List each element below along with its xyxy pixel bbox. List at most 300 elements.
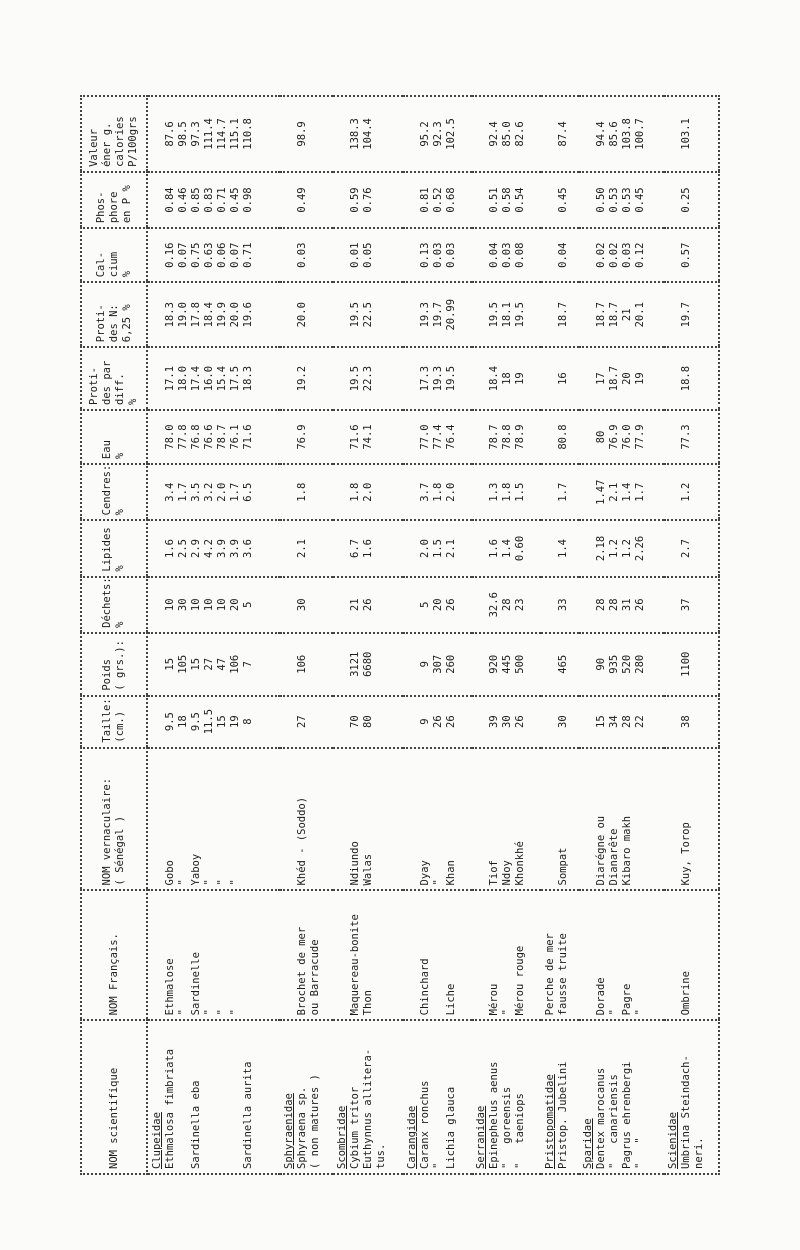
cell-line: 19.0: [177, 302, 189, 328]
cell-vernacular: [147, 748, 280, 891]
cell-line: 78.8: [500, 424, 513, 450]
cell-line: [544, 233, 557, 277]
cell-line: [336, 638, 349, 691]
cell-line: [309, 352, 322, 405]
cell-line: 0.16: [164, 242, 176, 268]
cell-phosphorus: [333, 172, 402, 228]
cell-line: 106: [229, 654, 241, 674]
cell-line: 2.7: [680, 539, 693, 558]
cell-line: 445: [500, 654, 513, 674]
cell-line: 74.1: [362, 424, 375, 450]
cell-line: 15: [190, 657, 202, 671]
cell-waste: [403, 577, 472, 633]
cell-line: [693, 352, 706, 405]
cell-line: 0.75: [190, 242, 202, 268]
cell-lipids: [147, 520, 280, 576]
cell-line: " taeniops: [513, 1093, 526, 1169]
cell-line: Lichia glauca: [444, 1086, 457, 1169]
cell-water: [664, 410, 719, 464]
cell-line: 21: [349, 598, 362, 612]
cell-protein-n: [579, 282, 664, 347]
cell-phosphorus: [541, 172, 579, 228]
cell-weight: [541, 633, 579, 696]
cell-line: 0.04: [487, 242, 500, 268]
cell-line: Sphyraena sp.: [295, 1086, 308, 1169]
cell-line: Ombrine: [680, 971, 693, 1016]
cell-line: [693, 895, 706, 1015]
cell-french: [541, 890, 579, 1020]
cell-line: 30: [500, 715, 513, 728]
cell-line: 0.51: [487, 187, 500, 213]
cell-line: [309, 701, 322, 743]
cell-line: 20: [229, 598, 241, 612]
cell-protein-n: [403, 282, 472, 347]
cell-size: [333, 696, 402, 748]
cell-line: ": [634, 1008, 647, 1016]
cell-line: 2.5: [177, 539, 189, 558]
cell-line: Yaboy: [190, 853, 202, 886]
cell-line: [582, 525, 595, 571]
cell-line: ": [229, 879, 241, 886]
cell-line: [475, 287, 488, 342]
cell-line: 19.7: [680, 302, 693, 328]
cell-line: 0.03: [431, 242, 444, 268]
cell-scientific: [664, 1020, 719, 1174]
cell-scientific: [472, 1020, 541, 1174]
cell-line: [375, 582, 388, 628]
cell-energy: [333, 96, 402, 172]
cell-line: ": [431, 1162, 444, 1169]
cell-line: Khan: [444, 860, 457, 886]
cell-energy: [403, 96, 472, 172]
table-row: [280, 96, 334, 1174]
cell-line: 1.8: [431, 482, 444, 502]
cell-line: [375, 352, 388, 405]
cell-line: [406, 525, 419, 571]
cell-line: 0.12: [634, 242, 647, 268]
cell-line: [475, 469, 488, 515]
cell-line: 22.3: [362, 365, 375, 392]
family-name: Carangidae: [405, 1105, 418, 1169]
cell-line: 3.9: [216, 539, 228, 558]
cell-line: 0.13: [418, 242, 431, 268]
cell-line: 76.6: [203, 424, 215, 450]
cell-line: [667, 352, 680, 405]
cell-line: 1.6: [487, 539, 500, 558]
cell-size: [147, 696, 280, 748]
cell-line: 18.7: [608, 365, 621, 392]
cell-line: [582, 177, 595, 223]
cell-lipids: [664, 520, 719, 576]
cell-line: ": [608, 1008, 621, 1016]
cell-line: [475, 895, 488, 1015]
cell-line: neri.: [693, 1137, 706, 1169]
cell-line: 1.3: [487, 482, 500, 502]
cell-line: 17: [595, 372, 608, 385]
cell-line: 28: [595, 598, 608, 612]
cell-line: 27: [203, 657, 215, 671]
cell-line: [309, 415, 322, 459]
cell-line: 103.1: [680, 118, 693, 150]
cell-line: Ethmalosa fimbriata: [164, 1048, 176, 1169]
cell-scientific: [579, 1020, 664, 1174]
cell-line: 1100: [680, 651, 693, 677]
cell-line: 15.4: [216, 365, 228, 392]
cell-line: [667, 895, 680, 1015]
cell-french: [472, 890, 541, 1020]
cell-line: [151, 101, 164, 167]
cell-line: 1.4: [557, 539, 570, 558]
cell-line: 6.7: [349, 539, 362, 558]
cell-line: [309, 233, 322, 277]
cell-protein-diff: [579, 347, 664, 410]
cell-line: 18.7: [595, 302, 608, 328]
cell-line: 0.52: [431, 187, 444, 213]
cell-line: 20.99: [444, 298, 457, 331]
cell-line: 2.1: [295, 539, 308, 558]
cell-line: 5: [242, 601, 254, 608]
cell-protein-n: [147, 282, 280, 347]
cell-size: [472, 696, 541, 748]
cell-line: [283, 177, 296, 223]
cell-line: [151, 582, 164, 628]
cell-line: 0.58: [500, 187, 513, 213]
cell-line: 0.71: [216, 187, 228, 213]
cell-protein-diff: [333, 347, 402, 410]
cell-line: [582, 753, 595, 886]
cell-line: [151, 895, 164, 1015]
cell-line: [375, 525, 388, 571]
cell-line: 1.2: [621, 539, 634, 558]
cell-line: 18.4: [203, 302, 215, 328]
cell-line: Sompat: [557, 847, 570, 886]
cell-line: [544, 352, 557, 405]
cell-line: 3.6: [242, 539, 254, 558]
cell-line: 26: [444, 715, 457, 728]
header-size: Taille: (cm.): [81, 696, 147, 748]
cell-line: 18.1: [500, 302, 513, 328]
cell-line: 19.5: [444, 365, 457, 392]
cell-line: Liche: [444, 983, 457, 1016]
cell-line: 77.4: [431, 424, 444, 450]
cell-line: Perche de mer: [544, 933, 557, 1016]
cell-line: [375, 753, 388, 886]
header-weight: Poids ( grs.):: [81, 633, 147, 696]
cell-waste: [333, 577, 402, 633]
cell-line: 280: [634, 654, 647, 674]
cell-line: Ndoy: [500, 860, 513, 886]
cell-line: 19.3: [431, 365, 444, 392]
cell-line: 0.84: [164, 187, 176, 213]
cell-line: [475, 525, 488, 571]
cell-line: [667, 177, 680, 223]
cell-line: 18: [177, 715, 189, 728]
cell-line: 20: [621, 372, 634, 385]
cell-line: 78.9: [513, 424, 526, 450]
cell-line: 80.8: [557, 424, 570, 450]
cell-line: 3121: [349, 651, 362, 677]
cell-line: [582, 701, 595, 743]
family-name: Clupeidae: [151, 1112, 163, 1169]
cell-line: 26: [362, 598, 375, 612]
cell-lipids: [403, 520, 472, 576]
cell-line: 0.57: [680, 242, 693, 268]
table-row: [664, 96, 719, 1174]
cell-weight: [664, 633, 719, 696]
cell-line: 465: [557, 654, 570, 674]
cell-line: [667, 287, 680, 342]
cell-line: Euthynnus allitera-: [362, 1048, 375, 1169]
cell-line: Mérou: [487, 983, 500, 1016]
cell-calcium: [664, 228, 719, 282]
cell-line: [309, 101, 322, 167]
table-row: [147, 96, 280, 1174]
cell-line: [544, 287, 557, 342]
header-energy: Valeur éner g. calories P/100grs: [81, 96, 147, 172]
cell-line: 111.4: [203, 118, 215, 150]
cell-vernacular: [664, 748, 719, 891]
cell-line: [203, 1025, 216, 1169]
cell-line: 1.7: [177, 482, 189, 502]
cell-line: 38: [680, 715, 693, 728]
cell-line: [544, 582, 557, 628]
cell-line: [475, 638, 488, 691]
cell-line: 30: [177, 598, 189, 612]
cell-line: 20.0: [295, 302, 308, 328]
cell-line: [375, 177, 388, 223]
cell-energy: [280, 96, 334, 172]
cell-line: [582, 352, 595, 405]
table-row: [403, 96, 472, 1174]
cell-water: [579, 410, 664, 464]
cell-line: 30: [557, 715, 570, 728]
cell-line: 76.4: [444, 424, 457, 450]
cell-vernacular: [472, 748, 541, 891]
cell-line: [283, 287, 296, 342]
cell-line: 2.9: [190, 539, 202, 558]
cell-waste: [280, 577, 334, 633]
cell-line: 3.5: [190, 482, 202, 502]
cell-line: 15: [595, 715, 608, 728]
cell-line: 0.08: [513, 242, 526, 268]
cell-line: 20.0: [229, 302, 241, 328]
cell-line: [242, 895, 255, 1015]
cell-line: Kibaro makh: [621, 815, 634, 886]
cell-line: 28: [500, 598, 513, 612]
cell-line: 260: [444, 654, 457, 674]
cell-protein-diff: [280, 347, 334, 410]
header-protein-diff: Proti- des par diff. %: [81, 347, 147, 410]
cell-line: 22: [634, 715, 647, 728]
cell-line: 10: [216, 598, 228, 612]
cell-line: [667, 753, 680, 886]
cell-line: [336, 352, 349, 405]
cell-line: 26: [513, 715, 526, 728]
cell-water: [472, 410, 541, 464]
family-name: Scienidae: [667, 1112, 680, 1169]
cell-line: 71.6: [242, 424, 254, 450]
cell-line: ": [203, 879, 215, 886]
cell-line: ": [431, 879, 444, 886]
cell-line: [309, 177, 322, 223]
cell-line: 104.4: [362, 118, 375, 150]
cell-line: Thon: [362, 990, 375, 1016]
cell-line: Sardinella aurita: [242, 1061, 254, 1169]
cell-line: 6.5: [242, 482, 254, 502]
cell-line: 19.7: [431, 302, 444, 328]
cell-line: Walas: [362, 853, 375, 886]
cell-line: [406, 582, 419, 628]
cell-size: [664, 696, 719, 748]
cell-line: 17.5: [229, 365, 241, 392]
cell-line: 0.25: [680, 187, 693, 213]
table-row: [472, 96, 541, 1174]
cell-line: Khéd - (Soddo): [295, 796, 308, 886]
cell-line: [375, 895, 388, 1015]
cell-calcium: [333, 228, 402, 282]
cell-line: [283, 895, 296, 1015]
cell-line: [309, 469, 322, 515]
cell-line: [151, 525, 164, 571]
cell-line: [544, 415, 557, 459]
cell-line: 76.0: [621, 424, 634, 450]
cell-line: Epinephelus aenus: [487, 1061, 500, 1169]
cell-line: 17.1: [164, 365, 176, 392]
cell-line: [336, 233, 349, 277]
cell-line: 0.05: [362, 242, 375, 268]
cell-line: 0.53: [621, 187, 634, 213]
cell-line: 80: [362, 715, 375, 728]
cell-calcium: [147, 228, 280, 282]
cell-line: 77.0: [418, 424, 431, 450]
cell-line: 18.3: [164, 302, 176, 328]
cell-line: 17.4: [190, 365, 202, 392]
cell-line: [544, 469, 557, 515]
cell-calcium: [541, 228, 579, 282]
cell-line: [283, 525, 296, 571]
cell-line: [475, 177, 488, 223]
cell-water: [541, 410, 579, 464]
cell-line: [151, 469, 164, 515]
cell-line: [375, 638, 388, 691]
cell-line: 6680: [362, 651, 375, 677]
fish-composition-table: [80, 95, 720, 1175]
cell-line: [693, 101, 706, 167]
cell-line: [283, 582, 296, 628]
cell-line: [283, 101, 296, 167]
cell-line: [544, 101, 557, 167]
cell-waste: [147, 577, 280, 633]
cell-protein-diff: [541, 347, 579, 410]
cell-line: 76.9: [608, 424, 621, 450]
cell-line: Dianarête: [608, 828, 621, 886]
cell-line: 2.18: [595, 535, 608, 562]
cell-line: [406, 101, 419, 167]
cell-line: [336, 895, 349, 1015]
cell-protein-diff: [664, 347, 719, 410]
cell-line: [693, 701, 706, 743]
cell-ash: [579, 464, 664, 520]
cell-line: [667, 582, 680, 628]
cell-line: 18.7: [608, 302, 621, 328]
cell-line: [309, 638, 322, 691]
cell-line: [336, 525, 349, 571]
cell-line: 935: [608, 654, 621, 674]
cell-line: 0.68: [444, 187, 457, 213]
family-name: Sparidae: [582, 1118, 595, 1169]
cell-line: 1.8: [295, 482, 308, 502]
cell-line: 102.5: [444, 118, 457, 150]
cell-line: 10: [203, 598, 215, 612]
cell-ash: [472, 464, 541, 520]
cell-phosphorus: [403, 172, 472, 228]
cell-ash: [403, 464, 472, 520]
cell-line: [406, 233, 419, 277]
cell-line: 97.3: [190, 121, 202, 147]
cell-weight: [280, 633, 334, 696]
cell-line: 0.03: [295, 242, 308, 268]
cell-water: [280, 410, 334, 464]
cell-line: 2.0: [444, 482, 457, 502]
cell-scientific: [280, 1020, 334, 1174]
cell-line: [406, 701, 419, 743]
cell-line: 33: [557, 598, 570, 612]
cell-line: 18: [500, 372, 513, 385]
cell-line: 20: [431, 598, 444, 612]
cell-line: 3.7: [418, 482, 431, 502]
cell-line: [406, 177, 419, 223]
cell-line: 0.07: [229, 242, 241, 268]
cell-line: 7: [242, 661, 254, 668]
header-phosphorus: Phos- phore en P %: [81, 172, 147, 228]
cell-line: 17.8: [190, 302, 202, 328]
cell-line: " ": [634, 1137, 647, 1169]
cell-line: [667, 233, 680, 277]
cell-energy: [579, 96, 664, 172]
cell-protein-n: [280, 282, 334, 347]
cell-line: [309, 582, 322, 628]
family-name: Sphyraenidae: [282, 1093, 295, 1169]
cell-line: [475, 753, 488, 886]
cell-line: 92.4: [487, 121, 500, 147]
cell-line: 103.8: [621, 118, 634, 150]
cell-line: Diarégne ou: [595, 815, 608, 886]
cell-line: Cybium tritor: [349, 1086, 362, 1169]
cell-lipids: [280, 520, 334, 576]
cell-size: [280, 696, 334, 748]
cell-line: 71.6: [349, 424, 362, 450]
cell-line: ": [216, 879, 228, 886]
cell-line: [151, 287, 164, 342]
family-name: Pristopomatidae: [544, 1074, 557, 1169]
cell-line: 110.8: [242, 118, 254, 150]
header-water: Eau %: [81, 410, 147, 464]
cell-line: 19.5: [349, 302, 362, 328]
cell-line: [582, 233, 595, 277]
cell-line: 18.4: [487, 365, 500, 392]
cell-line: [544, 177, 557, 223]
cell-line: 0.60: [513, 535, 526, 562]
cell-protein-diff: [472, 347, 541, 410]
cell-phosphorus: [472, 172, 541, 228]
cell-line: 1.7: [634, 482, 647, 502]
cell-phosphorus: [664, 172, 719, 228]
cell-line: 9.5: [164, 712, 176, 732]
cell-line: [309, 753, 322, 886]
cell-line: 98.5: [177, 121, 189, 147]
cell-line: [309, 525, 322, 571]
cell-line: 80: [595, 430, 608, 444]
